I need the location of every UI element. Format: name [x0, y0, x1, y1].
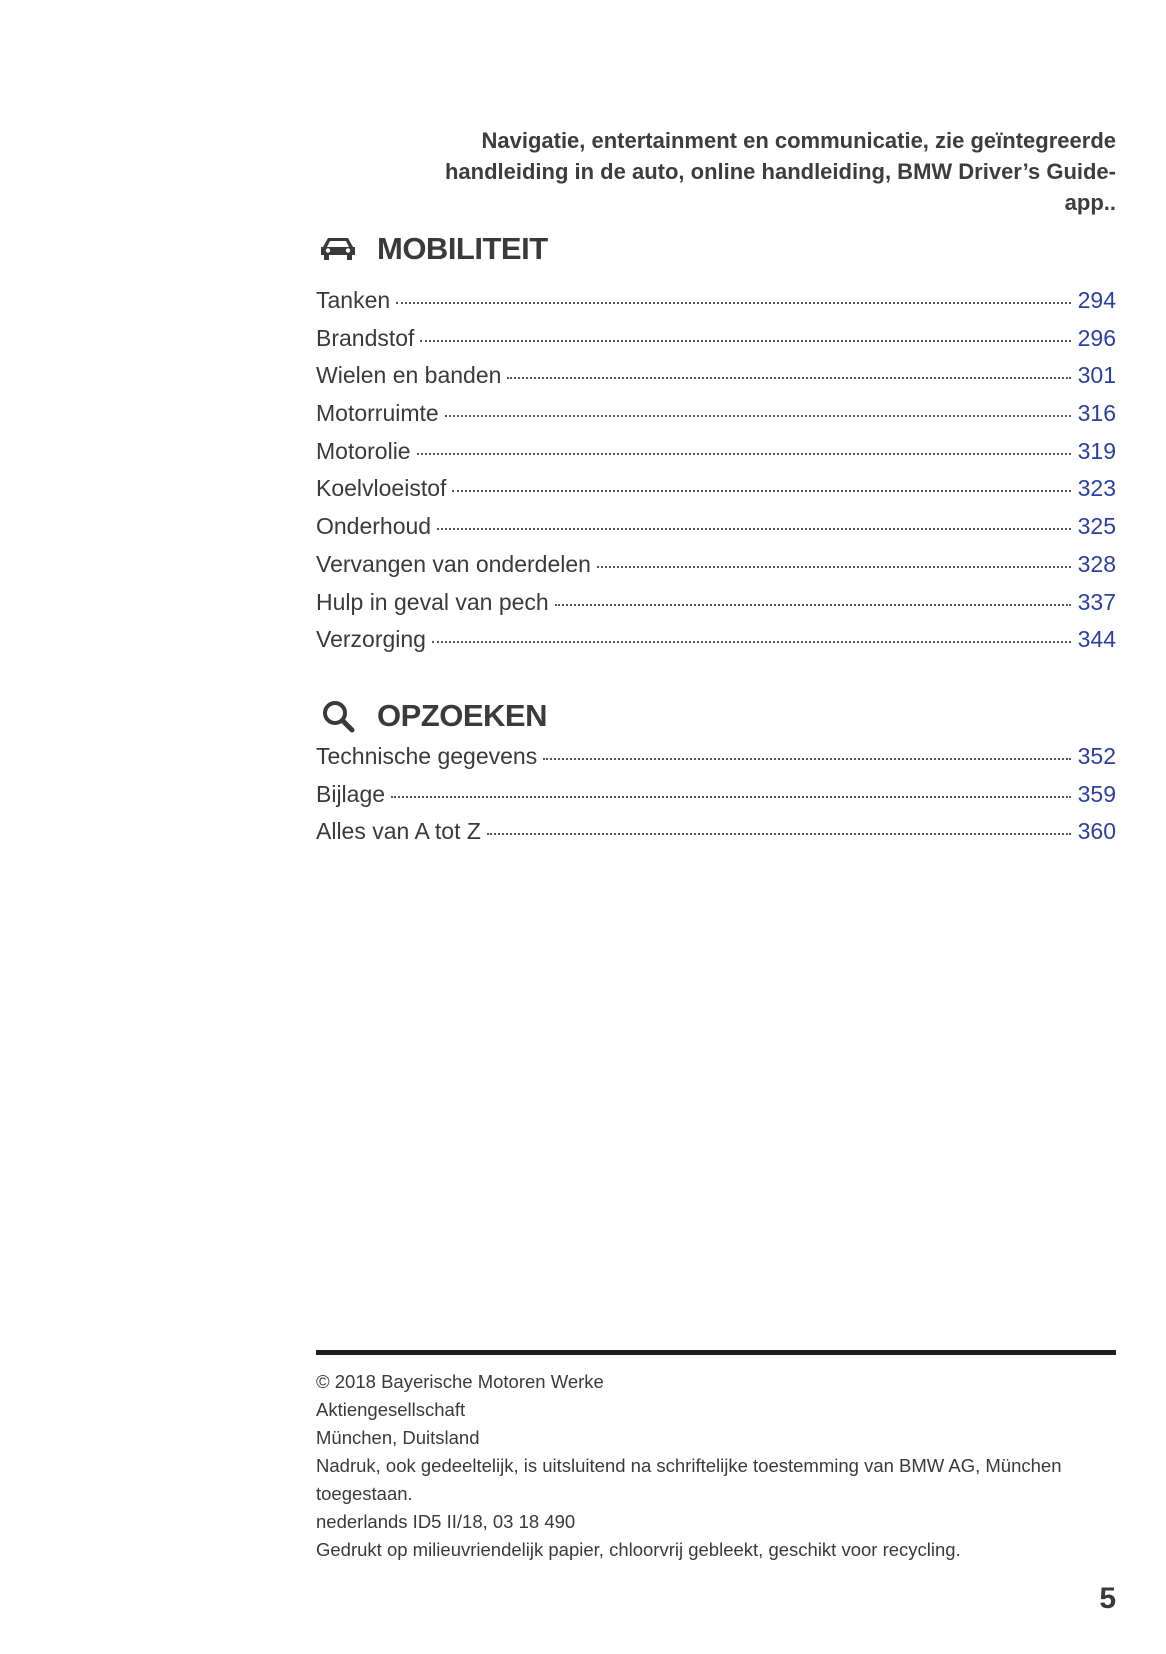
- dot-leader: [452, 490, 1070, 492]
- page-number: 5: [1099, 1582, 1116, 1615]
- search-icon: [317, 696, 359, 736]
- toc-entry-motorolie[interactable]: [316, 438, 1116, 476]
- toc-page-link[interactable]: 359: [1077, 780, 1116, 807]
- toc-page-link[interactable]: 316: [1077, 400, 1116, 427]
- toc-entry-label: Motorolie: [316, 437, 411, 464]
- toc-list-opzoeken: [316, 743, 1116, 856]
- dot-leader: [445, 415, 1071, 417]
- toc-entry-label: Wielen en banden: [316, 362, 502, 389]
- imprint: [316, 1368, 1116, 1564]
- toc-entry-onderhoud[interactable]: [316, 513, 1116, 551]
- imprint-line: Aktiengesellschaft: [316, 1399, 466, 1420]
- toc-entry-label: Tanken: [316, 287, 391, 313]
- toc-entry-brandstof[interactable]: [316, 325, 1116, 363]
- toc-entry-vervangen-van-onderdelen[interactable]: [316, 551, 1116, 589]
- toc-entry-label: Motorruimte: [316, 400, 439, 427]
- car-icon: [317, 229, 359, 269]
- dot-leader: [507, 377, 1070, 379]
- dot-leader: [391, 796, 1071, 798]
- toc-entry-label: Vervangen van onderdelen: [316, 550, 591, 577]
- toc-page-link[interactable]: 301: [1077, 362, 1116, 389]
- dot-leader: [487, 833, 1071, 835]
- toc-list-mobiliteit: [316, 287, 1116, 664]
- imprint-line: Gedrukt op milieuvriendelijk papier, chloorvrij gebleekt, geschikt voor recycling.: [316, 1539, 961, 1560]
- toc-page-link[interactable]: 323: [1077, 475, 1116, 502]
- toc-entry-wielen-en-banden[interactable]: [316, 362, 1116, 400]
- toc-entry-alles-van-a-tot-z[interactable]: [316, 818, 1116, 856]
- intro-line: app..: [1064, 190, 1116, 215]
- toc-entry-label: Verzorging: [316, 626, 426, 653]
- toc-entry-label: Hulp in geval van pech: [316, 588, 549, 615]
- toc-entry-label: Koelvloeistof: [316, 475, 447, 502]
- toc-page-link[interactable]: 360: [1077, 818, 1116, 845]
- intro-line: Navigatie, entertainment en communicatie, zie geïntegreerde: [481, 128, 1116, 153]
- dot-leader: [597, 566, 1071, 568]
- toc-entry-verzorging[interactable]: [316, 626, 1116, 664]
- imprint-line: Nadruk, ook gedeeltelijk, is uitsluitend na schriftelijke toestemming van BMW AG, München: [316, 1455, 1062, 1476]
- toc-page-link[interactable]: 296: [1077, 324, 1116, 351]
- dot-leader: [417, 453, 1071, 455]
- toc-page-link[interactable]: 352: [1077, 743, 1116, 769]
- toc-page-link[interactable]: 328: [1077, 550, 1116, 577]
- imprint-line: nederlands ID5 II/18, 03 18 490: [316, 1511, 576, 1532]
- toc-entry-koelvloeistof[interactable]: [316, 475, 1116, 513]
- toc-entry-label: Onderhoud: [316, 513, 432, 540]
- section-title: MOBILITEIT: [377, 231, 548, 266]
- toc-entry-tanken[interactable]: [316, 287, 1116, 325]
- dot-leader: [396, 302, 1070, 304]
- toc-entry-hulp-in-geval-van-pech[interactable]: [316, 589, 1116, 627]
- intro-note: [340, 125, 1116, 218]
- dot-leader: [555, 604, 1071, 606]
- section-title: OPZOEKEN: [377, 698, 547, 733]
- toc-entry-bijlage[interactable]: [316, 781, 1116, 819]
- toc-page-link[interactable]: 294: [1077, 287, 1116, 313]
- imprint-line: München, Duitsland: [316, 1427, 480, 1448]
- toc-entry-label: Technische gegevens: [316, 743, 538, 769]
- imprint-line: © 2018 Bayerische Motoren Werke: [316, 1371, 604, 1392]
- toc-page-link[interactable]: 344: [1077, 626, 1116, 653]
- toc-entry-label: Brandstof: [316, 324, 415, 351]
- dot-leader: [420, 340, 1070, 342]
- toc-entry-label: Alles van A tot Z: [316, 818, 481, 845]
- toc-page-link[interactable]: 319: [1077, 437, 1116, 464]
- dot-leader: [432, 641, 1071, 643]
- imprint-line: toegestaan.: [316, 1483, 413, 1504]
- dot-leader: [437, 528, 1071, 530]
- toc-entry-label: Bijlage: [316, 780, 386, 807]
- toc-entry-technische-gegevens[interactable]: [316, 743, 1116, 781]
- toc-page-link[interactable]: 337: [1077, 588, 1116, 615]
- section-heading-mobiliteit: [317, 229, 1117, 269]
- dot-leader: [543, 758, 1070, 760]
- section-heading-opzoeken: [317, 696, 1117, 736]
- divider: [316, 1350, 1116, 1355]
- intro-line: handleiding in de auto, online handleiding, BMW Driver’s Guide-: [444, 159, 1116, 184]
- toc-page-link[interactable]: 325: [1077, 513, 1116, 540]
- toc-entry-motorruimte[interactable]: [316, 400, 1116, 438]
